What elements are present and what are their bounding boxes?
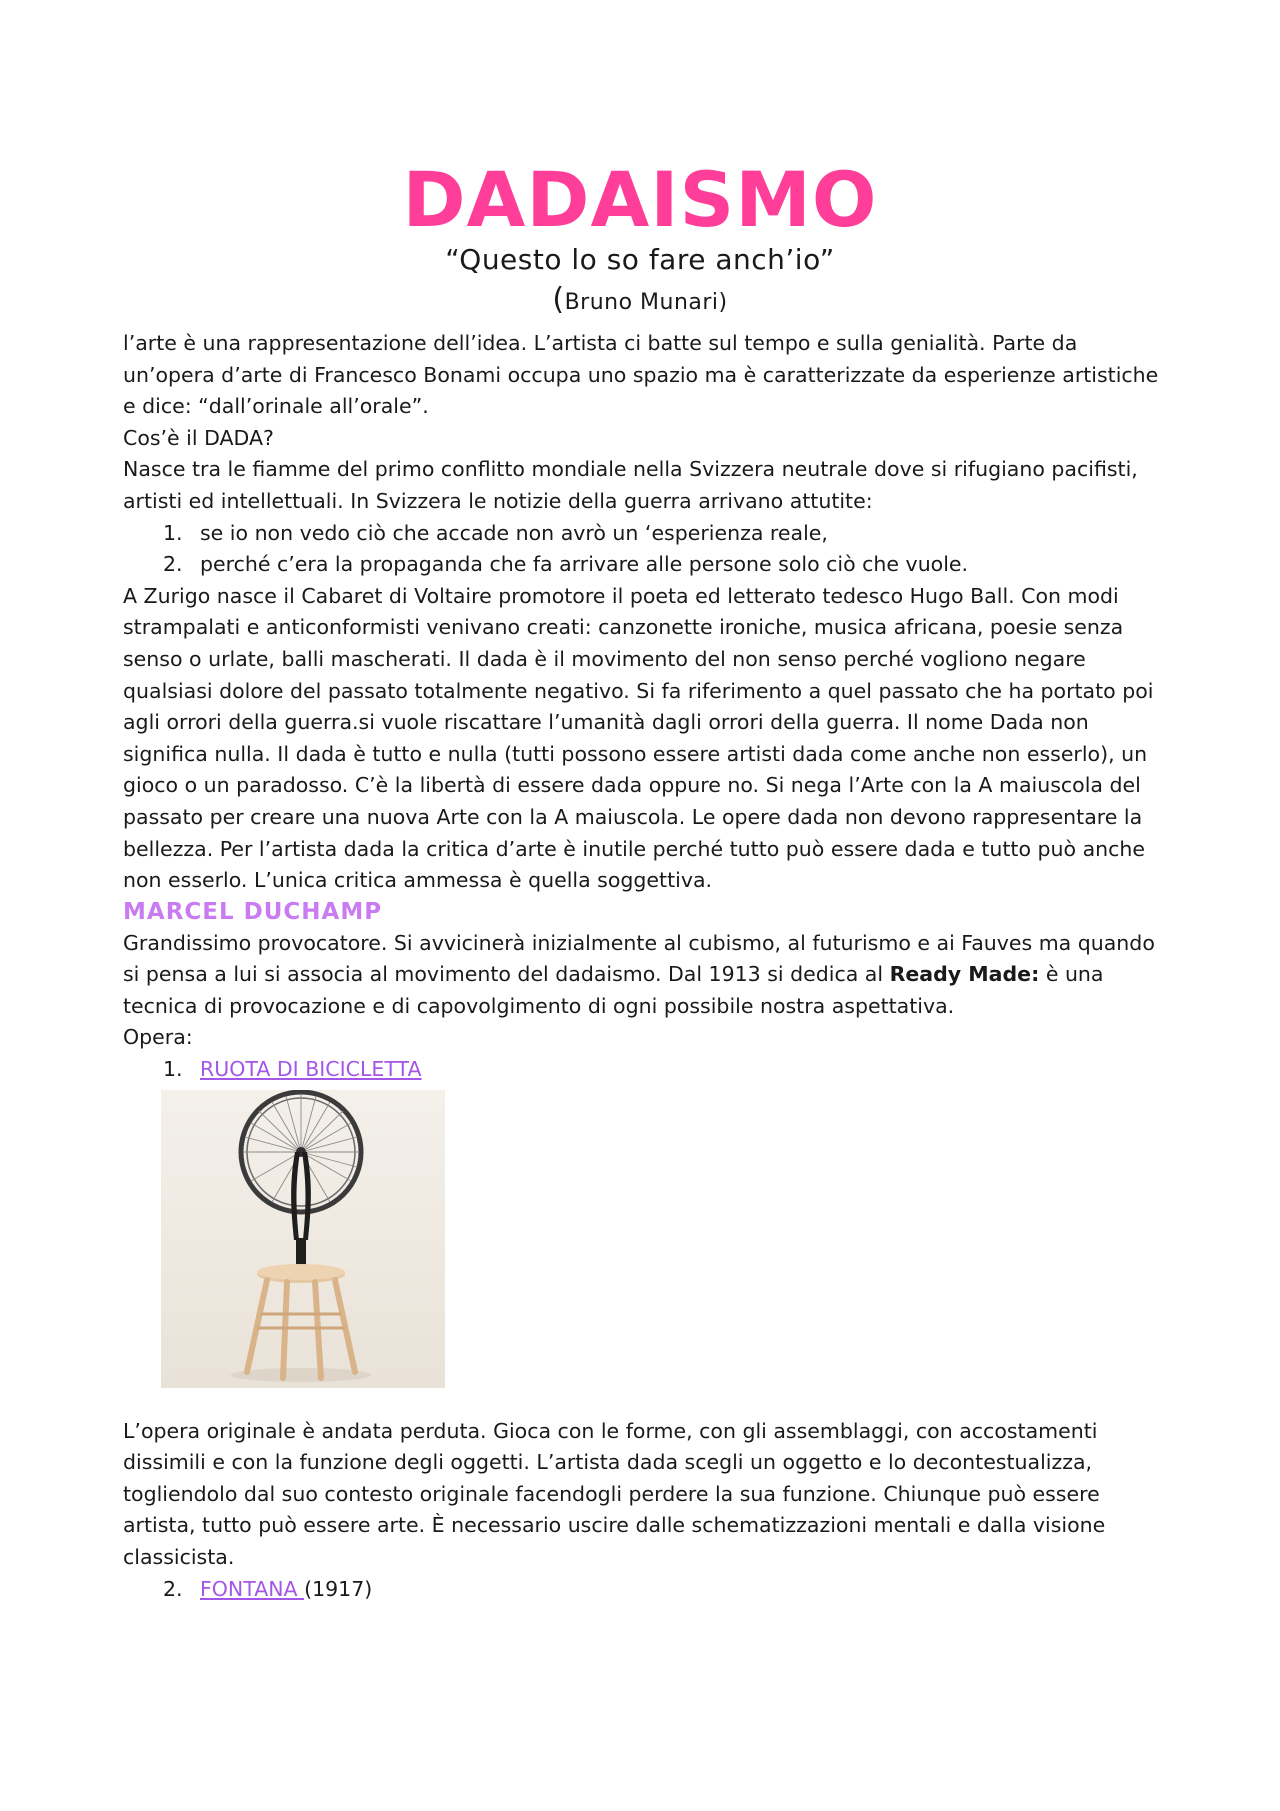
opera-label: Opera: <box>123 1025 193 1050</box>
ready-made-term: Ready Made: <box>889 962 1040 987</box>
list-item <box>123 1054 1173 1086</box>
intro-paragraph: l’arte è una rappresentazione dell’idea. L’artista ci batte sul tempo e sulla genialità. Parte da un’opera d’arte di Francesco Bonami occupa uno spazio ma è caratterizzate da esperienze artistiche e dice: “dall’orinale all’orale”. <box>123 331 1159 419</box>
list-number: 1. <box>163 1057 183 1082</box>
list-item <box>123 549 1173 581</box>
link-fontana[interactable]: FONTANA <box>200 1576 305 1601</box>
bicycle-wheel-illustration <box>161 1090 445 1388</box>
link-ruota-di-bicicletta[interactable]: RUOTA DI BICICLETTA <box>200 1057 422 1082</box>
zurich-paragraph: A Zurigo nasce il Cabaret di Voltaire promotore il poeta ed letterato tedesco Hugo Ball. Con modi strampalati e anticonformisti venivano creati: canzonette ironiche, musica africana, poesie senza senso o urlate, balli mascherati. Il dada è il movimento del non senso perché vogliono negare qualsiasi dolore del passato totalmente negativo. Si fa riferimento a quel passato che ha portato poi agli orrori della guerra.si vuole riscattare l’umanità dagli orrori della guerra. Il nome Dada non significa nulla. Il dada è tutto e nulla (tutti possono essere artisti dada come anche non esserlo), un gioco o un paradosso. C’è la libertà di essere dada oppure no. Si nega l’Arte con la A maiuscola del passato per creare una nuova Arte con la A maiuscola. Le opere dada non devono rappresentare la bellezza. Per l’artista dada la critica d’arte è inutile perché tutto può essere dada e tutto può anche non esserlo. L’unica critica ammessa è quella soggettiva. <box>123 583 1154 893</box>
list-number: 2. <box>163 1576 183 1601</box>
quote-author <box>0 283 1280 320</box>
author-name: Bruno Munari) <box>564 290 728 315</box>
reasons-list <box>123 518 1173 581</box>
document-title: DADAISMO <box>402 155 878 244</box>
list-item <box>123 1574 1173 1606</box>
list-number: 1. <box>163 520 183 545</box>
list-text: se io non vedo ciò che accade non avrò un ‘esperienza reale, <box>200 520 828 545</box>
after-image-paragraph: L’opera originale è andata perduta. Gioca con le forme, con gli assemblaggi, con accostamenti dissimili e con la funzione degli oggetti. L’artista dada scegli un oggetto e lo decontestualizza, togliendolo dal suo contesto originale facendogli perdere la sua funzione. Chiunque può essere artista, tutto può essere arte. È necessario uscire dalle schematizzazioni mentali e dalla visione classicista. <box>123 1418 1106 1570</box>
works-list-2 <box>123 1574 1173 1606</box>
fontana-year: (1917) <box>304 1576 373 1601</box>
document-body <box>123 328 1173 1605</box>
spacer <box>123 1388 1173 1416</box>
list-item <box>123 518 1173 550</box>
author-open-paren: ( <box>552 282 565 317</box>
duchamp-text-b: è una tecnica di provocazione e di capovolgimento di ogni possibile nostra aspettativa. <box>123 962 1104 1018</box>
quote-subtitle: “Questo lo so fare anch’io” <box>445 243 835 276</box>
section-heading-duchamp: MARCEL DUCHAMP <box>123 898 383 925</box>
dada-question: Cos’è il DADA? <box>123 425 274 450</box>
origin-paragraph: Nasce tra le fiamme del primo conflitto mondiale nella Svizzera neutrale dove si rifugiano pacifisti, artisti ed intellettuali. In Svizzera le notizie della guerra arrivano attutite: <box>123 457 1138 513</box>
list-number: 2. <box>163 552 183 577</box>
list-text: perché c’era la propaganda che fa arrivare alle persone solo ciò che vuole. <box>200 552 969 577</box>
works-list-1 <box>123 1054 1173 1086</box>
bicycle-wheel-image <box>161 1090 445 1388</box>
duchamp-paragraph <box>123 928 1173 1023</box>
duchamp-text-a: Grandissimo provocatore. Si avvicinerà inizialmente al cubismo, al futurismo e ai Fauves ma quando si pensa a lui si associa al movimento del dadaismo. Dal 1913 si dedica al <box>123 930 1155 987</box>
